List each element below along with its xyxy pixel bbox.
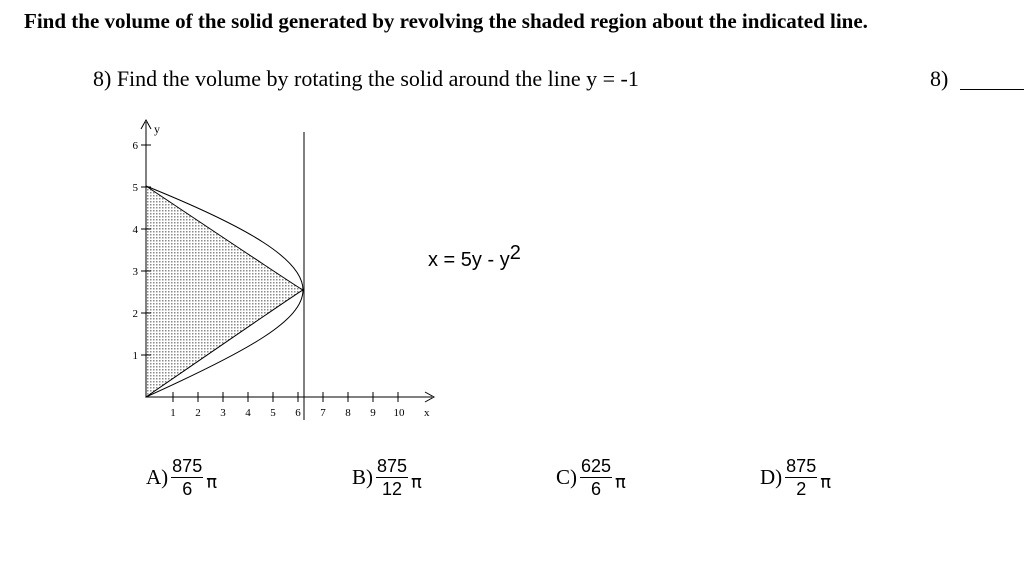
fraction	[580, 455, 612, 500]
y-tick-label: 6	[132, 140, 138, 152]
choice-b[interactable]	[352, 455, 422, 500]
choice-letter: D)	[760, 465, 783, 489]
numerator: 875	[377, 456, 408, 476]
choice-letter: B)	[352, 465, 373, 489]
instructions-heading: Find the volume of the solid generated by revolving the shaded region about the indicated line.	[24, 9, 868, 33]
choice-c[interactable]	[556, 455, 626, 500]
numerator: 625	[581, 456, 612, 476]
choice-letter: A)	[146, 465, 169, 489]
y-tick-label: 5	[132, 182, 138, 194]
x-tick-label: 10	[393, 407, 405, 419]
fraction	[376, 455, 408, 500]
x-tick-label: 7	[320, 407, 326, 419]
denominator: 12	[382, 479, 403, 499]
denominator: 2	[796, 479, 807, 499]
equation-label: x = 5y - y2	[428, 242, 521, 271]
x-tick-label: 8	[345, 407, 351, 419]
y-tick-label: 4	[132, 224, 138, 236]
fraction	[785, 455, 817, 500]
y-axis-label: y	[154, 122, 160, 136]
y-tick-label: 3	[132, 266, 138, 278]
x-tick-label: 6	[295, 407, 301, 419]
fraction	[171, 455, 203, 500]
pi-symbol: π	[411, 472, 422, 493]
pi-symbol: π	[206, 472, 218, 493]
shaded-region	[146, 186, 303, 397]
x-axis-label: x	[424, 407, 430, 419]
question-number: 8)	[930, 66, 949, 91]
choice-a[interactable]	[146, 455, 217, 500]
x-tick-label: 9	[370, 407, 376, 419]
numerator: 875	[786, 456, 817, 476]
pi-symbol: π	[820, 472, 832, 493]
choice-letter: C)	[556, 465, 577, 489]
y-tick-label: 2	[132, 308, 138, 320]
denominator: 6	[182, 479, 193, 499]
answer-blank[interactable]	[960, 89, 1024, 90]
x-tick-label: 2	[195, 407, 201, 419]
pi-symbol: π	[615, 472, 626, 493]
choice-d[interactable]	[760, 455, 831, 500]
region-graph	[0, 110, 521, 430]
x-tick-label: 1	[170, 407, 176, 419]
x-tick-label: 4	[245, 407, 251, 419]
numerator: 875	[172, 456, 203, 476]
denominator: 6	[591, 479, 602, 499]
y-tick-label: 1	[132, 350, 138, 362]
x-tick-label: 5	[270, 407, 276, 419]
x-tick-label: 3	[220, 407, 226, 419]
question-text: 8) Find the volume by rotating the solid around the line y = -1	[93, 66, 639, 91]
